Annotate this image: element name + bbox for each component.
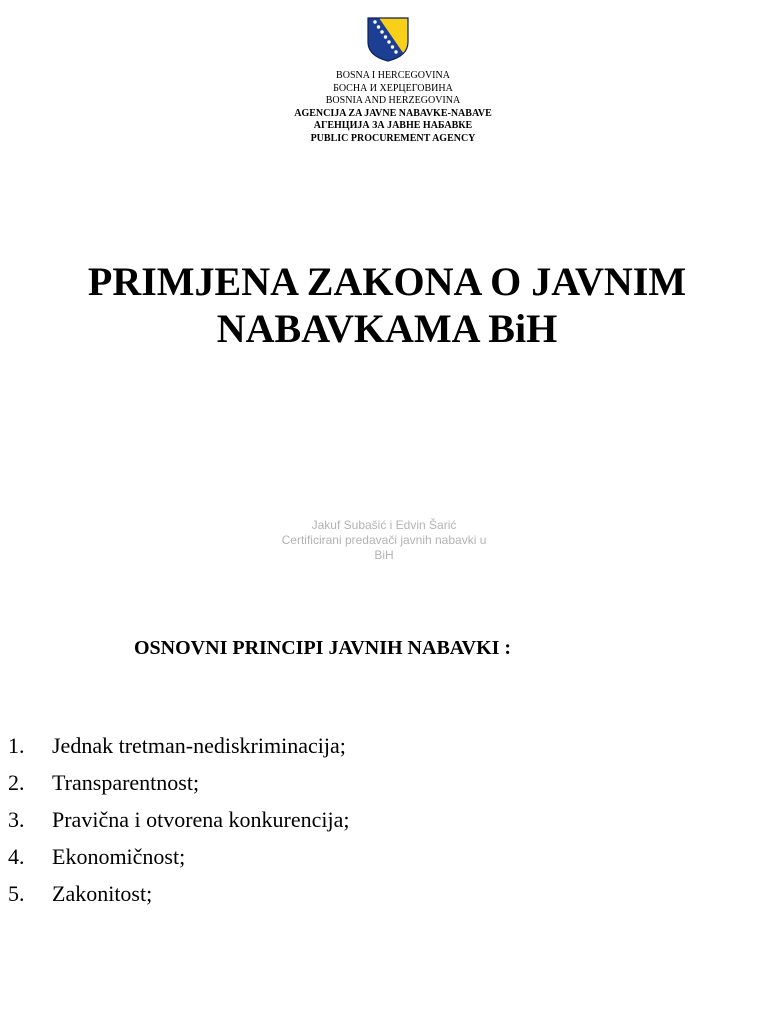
header-line-agency-latin: AGENCIJA ZA JAVNE NABAVKE-NABAVE (294, 107, 492, 119)
page-title-line-1: PRIMJENA ZAKONA O JAVNIM (87, 259, 687, 304)
agency-header (0, 70, 768, 146)
list-item (0, 731, 350, 768)
header-line-country-english: BOSNIA AND HERZEGOVINA (325, 95, 461, 107)
list-item (0, 842, 350, 879)
presenters-line-3: BiH (374, 548, 394, 562)
bih-coat-of-arms-icon (366, 16, 410, 62)
list-item (0, 879, 350, 916)
presenters-note (0, 518, 768, 563)
list-item-number: 5. (8, 881, 25, 906)
header-line-country-cyrillic: БОСНА И ХЕРЦЕГОВИНА (333, 82, 453, 94)
list-item (0, 768, 350, 805)
presenters-line-2: Certificirani predavači javnih nabavki u (281, 533, 487, 547)
list-item-text: Jednak tretman-nediskriminacija; (52, 733, 346, 758)
list-item-number: 2. (8, 770, 25, 795)
header-line-country-latin: BOSNA I HERCEGOVINA (336, 70, 450, 81)
presenters-line-1: Jakuf Subašić i Edvin Šarić (311, 518, 457, 532)
page-title (0, 258, 768, 352)
list-item-text: Transparentnost; (52, 770, 200, 795)
header-line-agency-english: PUBLIC PROCUREMENT AGENCY (310, 132, 476, 144)
list-item-text: Ekonomičnost; (52, 844, 186, 869)
section-heading: OSNOVNI PRINCIPI JAVNIH NABAVKI : (134, 637, 512, 659)
page-title-line-2: NABAVKAMA BiH (216, 306, 558, 351)
principles-list (0, 731, 350, 916)
list-item-number: 4. (8, 844, 25, 869)
list-item (0, 805, 350, 842)
list-item-number: 1. (8, 733, 25, 758)
header-line-agency-cyrillic: АГЕНЦИЈА ЗА ЈАВНЕ НАБАВКЕ (313, 120, 473, 132)
list-item-text: Zakonitost; (52, 881, 153, 906)
list-item-number: 3. (8, 807, 25, 832)
list-item-text: Pravična i otvorena konkurencija; (52, 807, 350, 832)
